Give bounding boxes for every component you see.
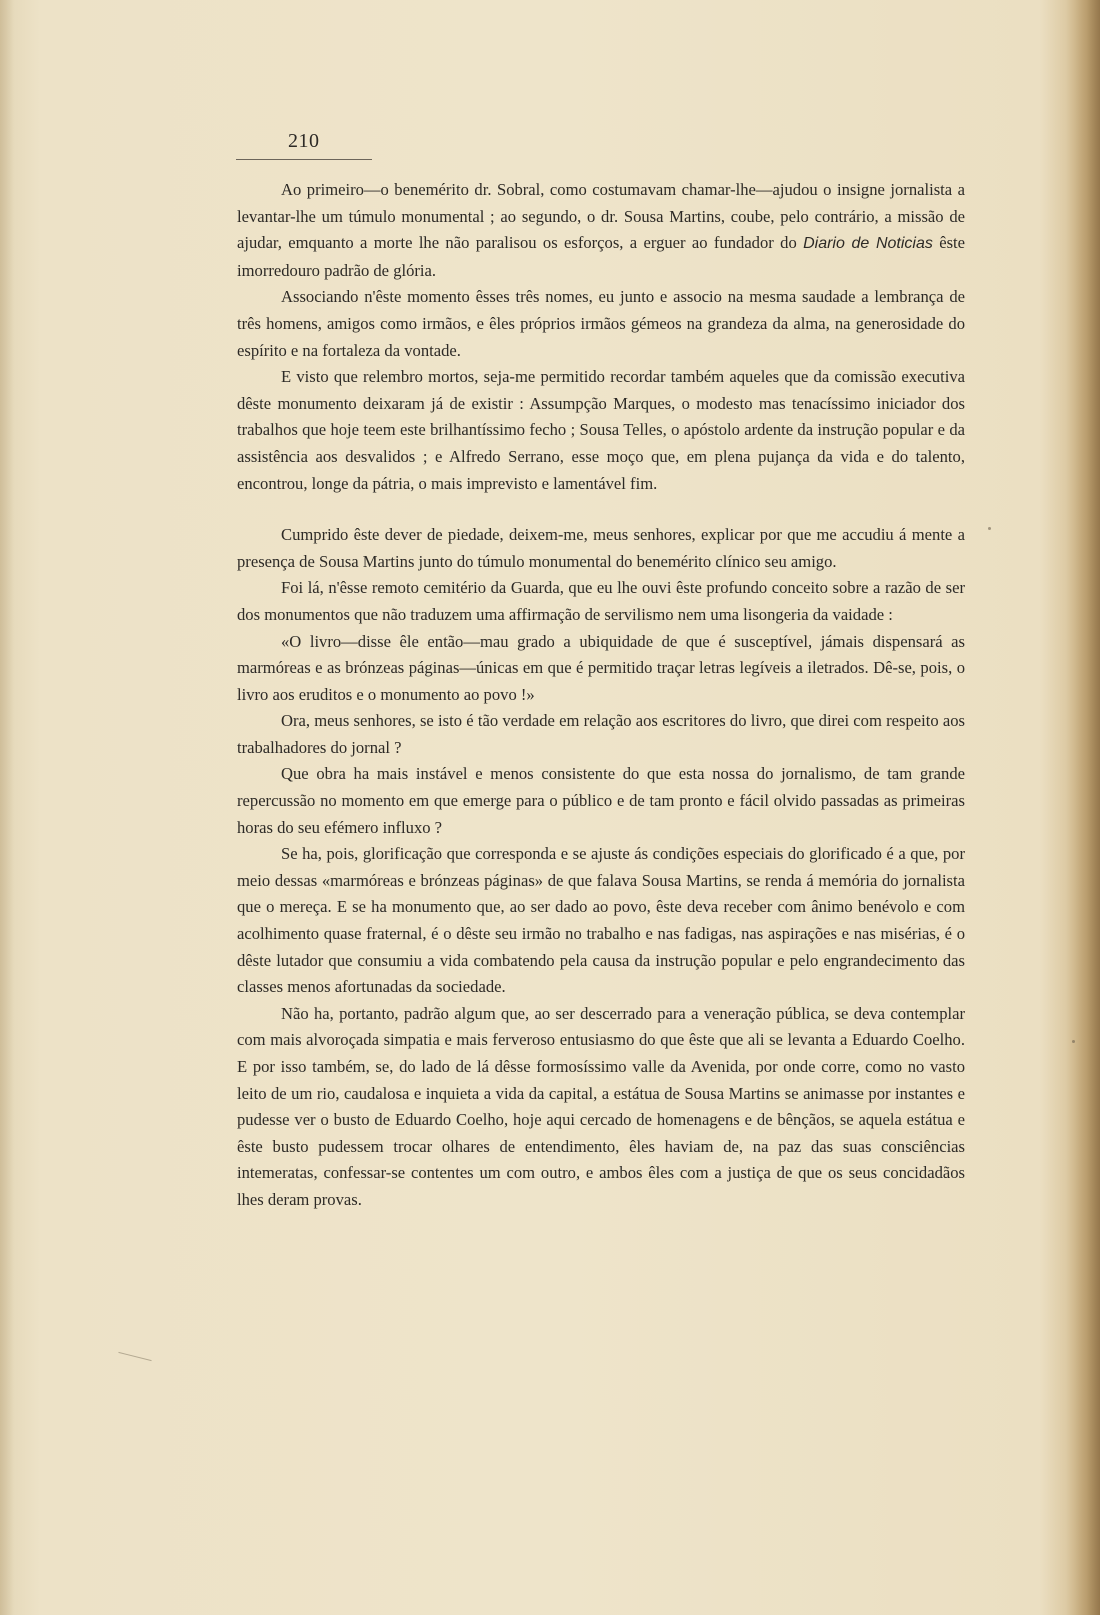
paragraph-1-text: Ao primeiro—o benemérito dr. Sobral, como costumavam chamar-lhe—ajudou o insigne jornalista a levantar-lhe um túmulo monumental ; ao segundo, o dr. Sousa Martins, coube, pelo contrário, a missão de ajudar, emquanto a morte lhe não paralisou os esforços, a erguer ao fundador do bbox=[237, 180, 965, 253]
page-left-edge bbox=[0, 0, 14, 1615]
paragraph-7: Ora, meus senhores, se isto é tão verdade em relação aos escritores do livro, que direi com respeito aos trabalhadores do jornal ? bbox=[237, 711, 965, 757]
paragraph-8: Que obra ha mais instável e menos consistente do que esta nossa do jornalismo, de tam grande repercussão no momento em que emerge para o público e de tam pronto e fácil olvido passadas as primeiras horas do seu efémero influxo ? bbox=[237, 764, 965, 837]
paragraph-1-text-end: êste imorredouro padrão de glória. bbox=[237, 233, 965, 280]
newspaper-title: Diario de Noticias bbox=[803, 235, 933, 253]
book-spine-shadow bbox=[1066, 0, 1100, 1615]
paragraph-6-quote: «O livro—disse êle então—mau grado a ubiquidade de que é susceptível, jámais dispensará as marmóreas e as brónzeas páginas—únicas em que é permitido traçar letras legíveis a iletrados. Dê-se, pois, o livro aos eruditos e o monumento ao povo !» bbox=[237, 631, 965, 704]
paragraph-2: Associando n'êste momento êsses três nomes, eu junto e associo na mesma saudade a lembrança de três homens, amigos como irmãos, e êles próprios irmãos gémeos na grandeza da alma, na generosidade do espírito e na fortaleza da vontade. bbox=[237, 287, 965, 360]
header-rule bbox=[236, 159, 372, 160]
margin-mark bbox=[118, 1352, 151, 1361]
paragraph-1 bbox=[237, 177, 965, 284]
paragraph-3: E visto que relembro mortos, seja-me permitido recordar também aqueles que da comissão executiva dêste monumento deixaram já de existir : Assumpção Marques, o modesto mas tenacíssimo iniciador dos trabalhos que hoje teem este brilhantíssimo fecho ; Sousa Telles, o apóstolo ardente da instrução popular e da assistência aos desvalidos ; e Alfredo Serrano, esse moço que, em plena pujança da vida e do talento, encontrou, longe da pátria, o mais imprevisto e lamentável fim. bbox=[237, 367, 965, 493]
paper-speck bbox=[988, 527, 991, 530]
page-header bbox=[236, 128, 376, 164]
paper-speck bbox=[1072, 1040, 1075, 1043]
paragraph-4: Cumprido êste dever de piedade, deixem-me, meus senhores, explicar por que me accudiu á mente a presença de Sousa Martins junto do túmulo monumental do benemérito clínico seu amigo. bbox=[237, 525, 965, 571]
paragraph-5: Foi lá, n'êsse remoto cemitério da Guarda, que eu lhe ouvi êste profundo conceito sobre a razão de ser dos monumentos que não traduzem uma affirmação de servilismo nem uma lisongeria da vaidade : bbox=[237, 578, 965, 624]
body-text bbox=[237, 177, 965, 1214]
page-number: 210 bbox=[288, 130, 320, 152]
paragraph-9: Se ha, pois, glorificação que corresponda e se ajuste ás condições especiais do glorificado é a que, por meio dessas «marmóreas e brónzeas páginas» de que falava Sousa Martins, se renda á memória do jornalista que o mereça. E se ha monumento que, ao ser dado ao povo, êste deva receber com ânimo benévolo e com acolhimento quase fraternal, é o dêste seu irmão no trabalho e nas fadigas, nas aspirações e nas misérias, é o dêste lutador que consumiu a vida combatendo pela causa da instrução popular e pelo engrandecimento das classes menos afortunadas da sociedade. bbox=[237, 844, 965, 997]
paragraph-10: Não ha, portanto, padrão algum que, ao ser descerrado para a veneração pública, se deva contemplar com mais alvoroçada simpatia e mais ferveroso entusiasmo do que êste que ali se levanta a Eduardo Coelho. E por isso também, se, do lado de lá dêsse formosíssimo valle da Avenida, por onde corre, como no vasto leito de um rio, caudalosa e inquieta a vida da capital, a estátua de Sousa Martins se animasse por instantes e pudesse ver o busto de Eduardo Coelho, hoje aqui cercado de homenagens e de bênçãos, se aquela estátua e êste busto pudessem trocar olhares de entendimento, êles haviam de, na paz das suas consciências intemeratas, confessar-se contentes um com outro, e ambos êles com a justiça de que os seus concidadãos lhes deram provas. bbox=[237, 1003, 965, 1209]
